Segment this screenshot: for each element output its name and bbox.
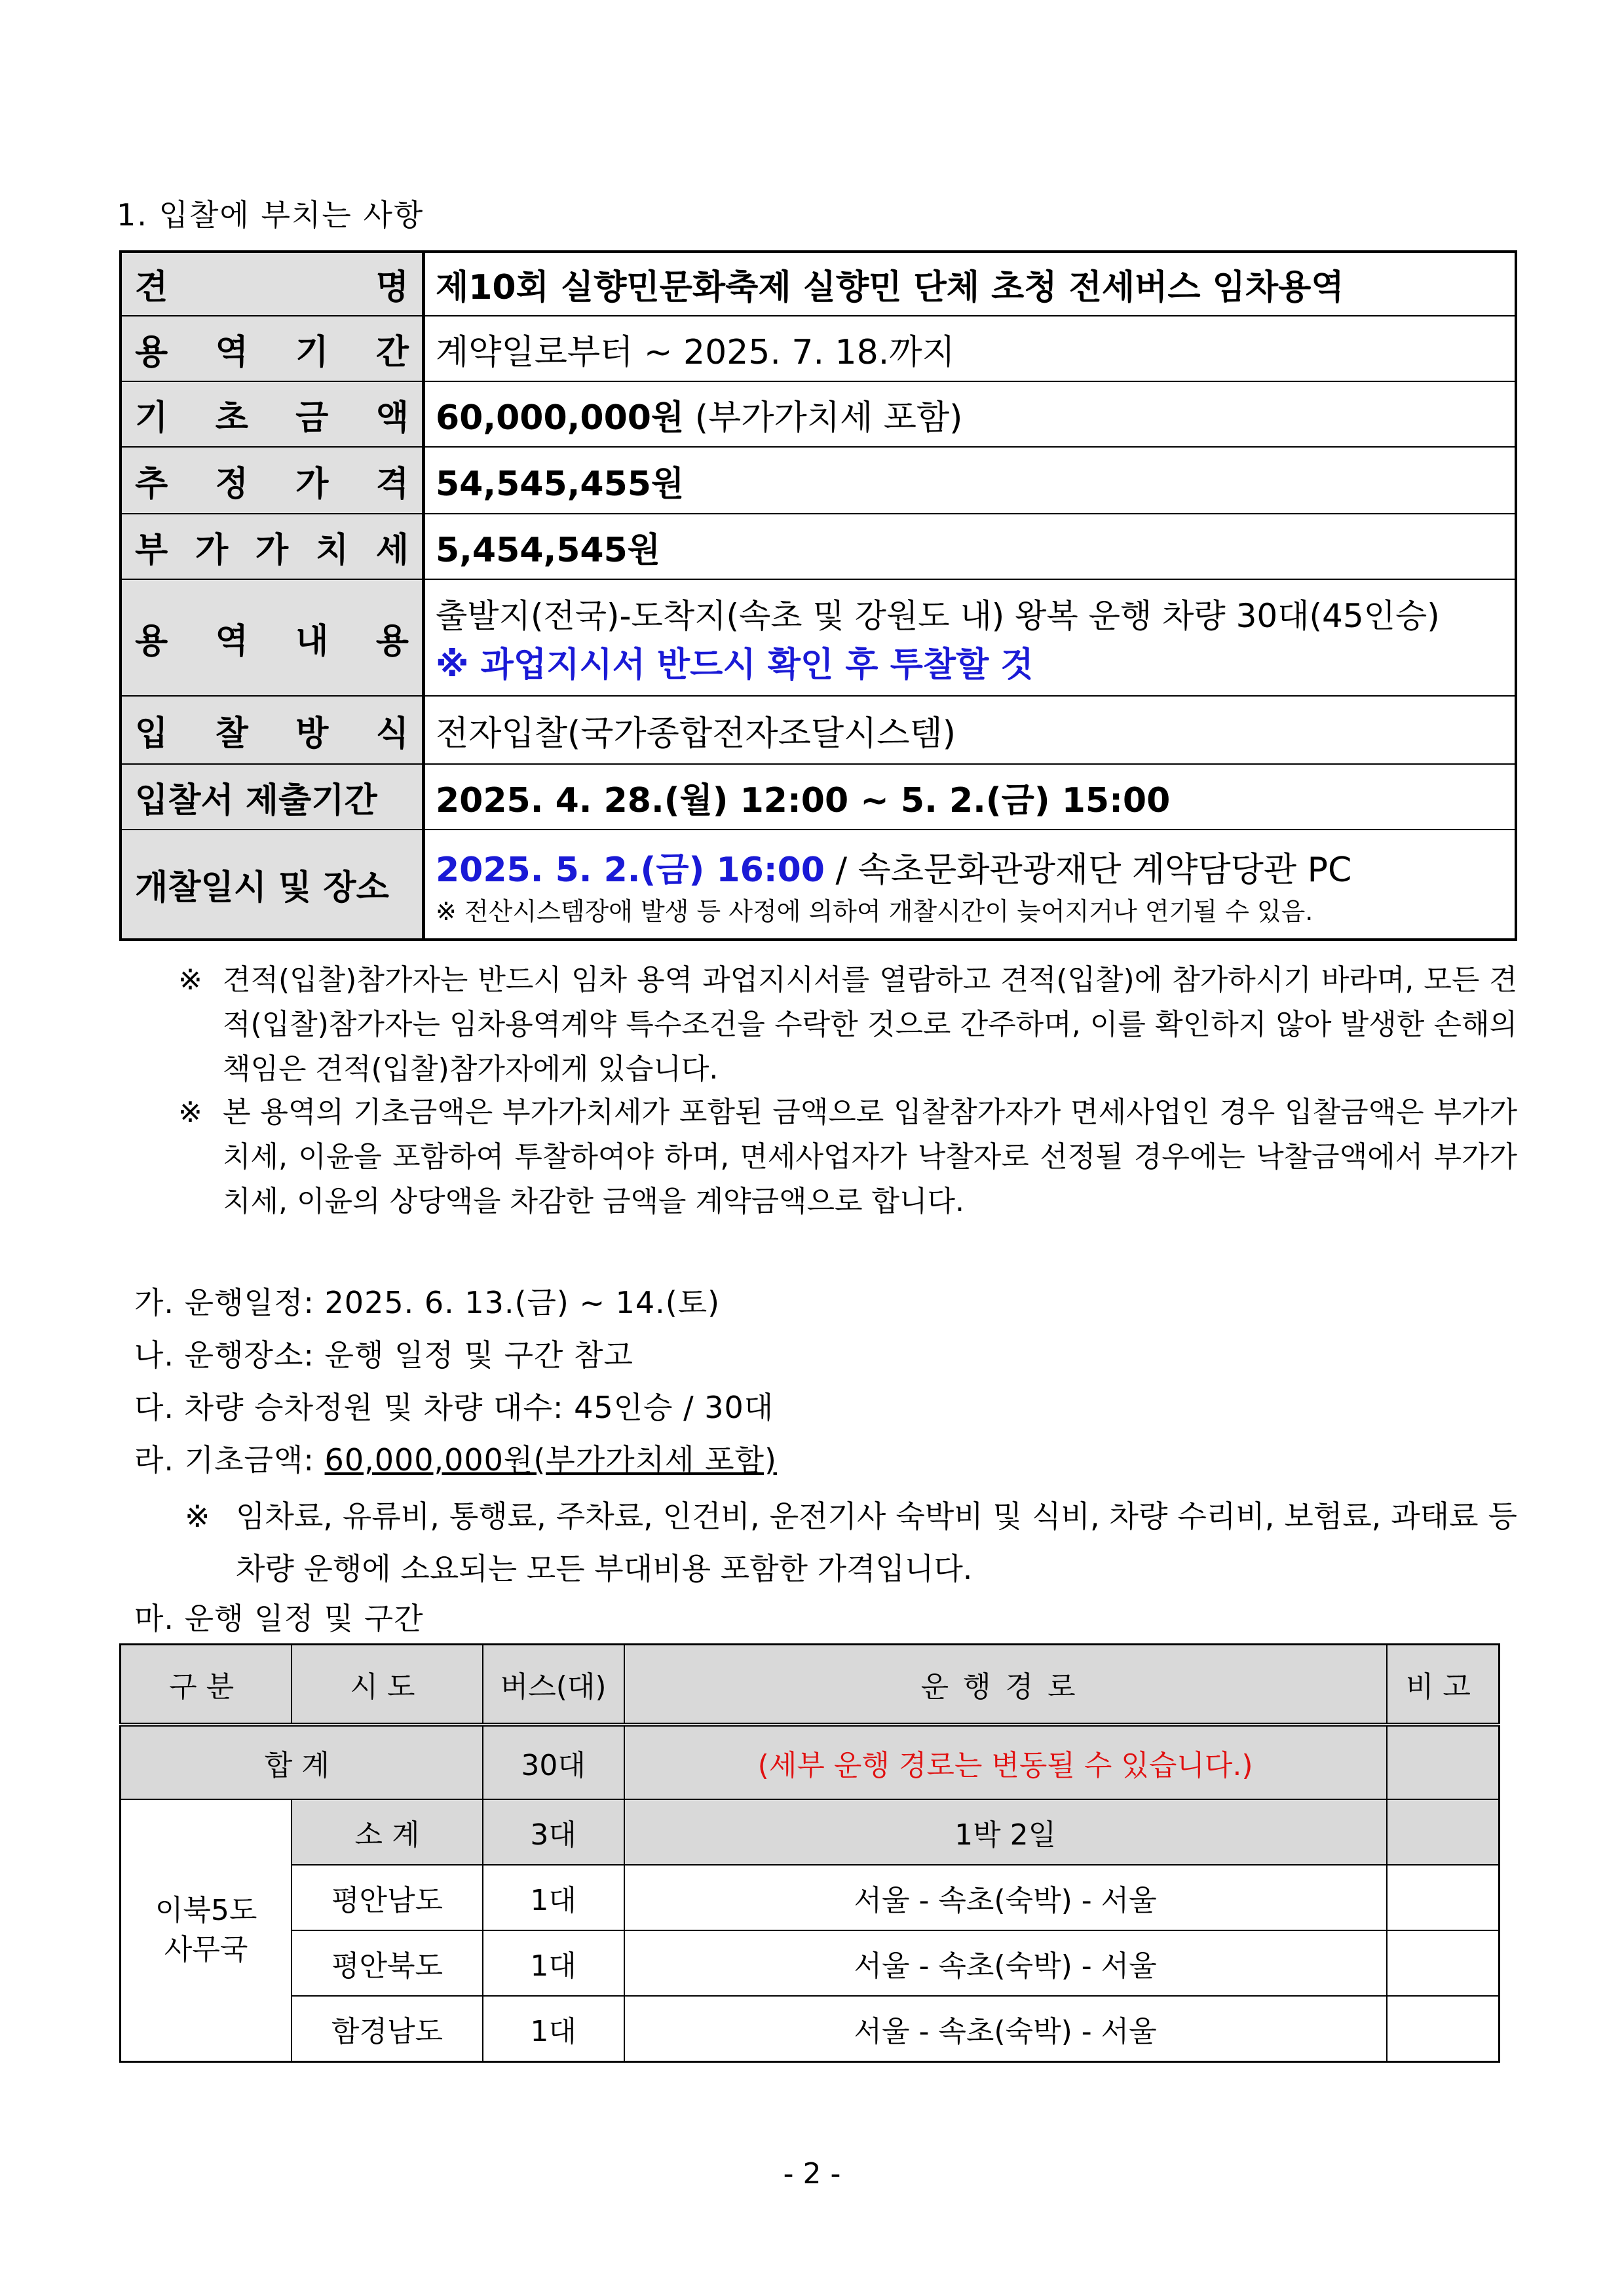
label-open: 개찰일시 및 장소 bbox=[121, 830, 424, 940]
row-buses: 1대 bbox=[483, 1930, 624, 1996]
row-region: 평안북도 bbox=[292, 1930, 483, 1996]
label-base: 기 초 금 액 bbox=[121, 381, 424, 447]
info-row-open bbox=[121, 830, 1516, 940]
label-method: 입 찰 방 식 bbox=[121, 696, 424, 764]
total-label: 합계 bbox=[121, 1725, 483, 1799]
total-buses: 30대 bbox=[483, 1725, 624, 1799]
total-note bbox=[1387, 1725, 1500, 1799]
row-region: 함경남도 bbox=[292, 1996, 483, 2062]
item-schedule: 가. 운행일정: 2025. 6. 13.(금) ~ 14.(토) bbox=[134, 1285, 721, 1320]
note-text: 견적(입찰)참가자는 반드시 임차 용역 과업지시서를 열람하고 견적(입찰)에 참가하시기 바라며, 모든 견적(입찰)참가자는 임차용역계약 특수조건을 수락한 것으로 간주하며, 이를 확인하지 않아 발생한 손해의 책임은 견적(입찰)참가자에게 있습니다. bbox=[223, 963, 1517, 1086]
info-row-title bbox=[121, 252, 1516, 316]
content-line-2: ※ 과업지시서 반드시 확인 후 투찰할 것 bbox=[436, 645, 1034, 685]
info-row-base bbox=[121, 381, 1516, 447]
info-row-content bbox=[121, 579, 1516, 696]
note-1 bbox=[178, 958, 1517, 1092]
schedule-header-row bbox=[121, 1645, 1500, 1725]
value-base: 60,000,000원 (부가가치세 포함) bbox=[424, 381, 1517, 447]
row-buses: 1대 bbox=[483, 1996, 624, 2062]
label-submit: 입찰서 제출기간 bbox=[121, 764, 424, 830]
group-label: 이북5도 사무국 bbox=[121, 1799, 292, 2062]
total-route: (세부 운행 경로는 변동될 수 있습니다.) bbox=[624, 1725, 1387, 1799]
label-title: 견 명 bbox=[121, 252, 424, 316]
value-content bbox=[424, 579, 1517, 696]
item-base-amount: 라. 기초금액: 60,000,000원(부가가치세 포함) bbox=[134, 1442, 777, 1478]
label-vat: 부 가 가 치 세 bbox=[121, 514, 424, 579]
bid-info-table bbox=[119, 250, 1517, 941]
row-note bbox=[1387, 1996, 1500, 2062]
item-capacity: 다. 차량 승차정원 및 차량 대수: 45인승 / 30대 bbox=[134, 1390, 774, 1425]
item-route-title: 마. 운행 일정 및 구간 bbox=[134, 1601, 424, 1636]
content-line-1: 출발지(전국)-도착지(속초 및 강원도 내) 왕복 운행 차량 30대(45인승) bbox=[436, 596, 1440, 635]
info-row-method bbox=[121, 696, 1516, 764]
label-period: 용 역 기 간 bbox=[121, 316, 424, 381]
info-row-estimate bbox=[121, 447, 1516, 514]
label-estimate: 추 정 가 격 bbox=[121, 447, 424, 514]
section-title: 1. 입찰에 부치는 사항 bbox=[117, 197, 425, 233]
subtotal-route: 1박 2일 bbox=[624, 1799, 1387, 1865]
table-row bbox=[121, 1996, 1500, 2062]
schedule-total-row bbox=[121, 1725, 1500, 1799]
row-buses: 1대 bbox=[483, 1865, 624, 1930]
value-submit: 2025. 4. 28.(월) 12:00 ~ 5. 2.(금) 15:00 bbox=[424, 764, 1517, 830]
note-mark: ※ bbox=[178, 1096, 202, 1129]
schedule-subtotal-row bbox=[121, 1799, 1500, 1865]
header-buses: 버스(대) bbox=[483, 1645, 624, 1725]
label-content: 용 역 내 용 bbox=[121, 579, 424, 696]
row-route: 서울 - 속초(숙박) - 서울 bbox=[624, 1996, 1387, 2062]
row-region: 평안남도 bbox=[292, 1865, 483, 1930]
header-region: 시도 bbox=[292, 1645, 483, 1725]
note-2 bbox=[178, 1090, 1517, 1224]
row-route: 서울 - 속초(숙박) - 서울 bbox=[624, 1865, 1387, 1930]
note-mark: ※ bbox=[178, 963, 202, 997]
value-open bbox=[424, 830, 1517, 940]
info-row-submit bbox=[121, 764, 1516, 830]
row-note bbox=[1387, 1865, 1500, 1930]
info-row-vat bbox=[121, 514, 1516, 579]
info-row-period bbox=[121, 316, 1516, 381]
item-place: 나. 운행장소: 운행 일정 및 구간 참고 bbox=[134, 1337, 633, 1373]
header-note: 비고 bbox=[1387, 1645, 1500, 1725]
row-route: 서울 - 속초(숙박) - 서울 bbox=[624, 1930, 1387, 1996]
subtotal-note bbox=[1387, 1799, 1500, 1865]
schedule-table bbox=[119, 1643, 1500, 2063]
open-place: / 속초문화관광재단 계약담당관 PC bbox=[824, 850, 1352, 890]
value-title: 제10회 실향민문화축제 실향민 단체 초청 전세버스 임차용역 bbox=[424, 252, 1517, 316]
value-method: 전자입찰(국가종합전자조달시스템) bbox=[424, 696, 1517, 764]
row-note bbox=[1387, 1930, 1500, 1996]
open-note: ※ 전산시스템장애 발생 등 사정에 의하여 개찰시간이 늦어지거나 연기될 수 있음. bbox=[436, 896, 1313, 926]
subtotal-label: 소 계 bbox=[292, 1799, 483, 1865]
header-route: 운행경로 bbox=[624, 1645, 1387, 1725]
value-estimate: 54,545,455원 bbox=[424, 447, 1517, 514]
value-vat: 5,454,545원 bbox=[424, 514, 1517, 579]
subtotal-buses: 3대 bbox=[483, 1799, 624, 1865]
table-row bbox=[121, 1865, 1500, 1930]
page-number: - 2 - bbox=[783, 2157, 841, 2191]
base-amount-value: 60,000,000원(부가가치세 포함) bbox=[324, 1442, 777, 1478]
header-category: 구분 bbox=[121, 1645, 292, 1725]
note-text: 본 용역의 기초금액은 부가가치세가 포함된 금액으로 입찰참가자가 면세사업인 경우 입찰금액은 부가가치세, 이윤을 포함하여 투찰하여야 하며, 면세사업자가 낙찰자로 선정될 경우에는 낙찰금액에서 부가가치세, 이윤의 상당액을 차감한 금액을 계약금액으로 합니다. bbox=[223, 1096, 1518, 1218]
value-period: 계약일로부터 ~ 2025. 7. 18.까지 bbox=[424, 316, 1517, 381]
table-row bbox=[121, 1930, 1500, 1996]
item-base-note: ※ 임차료, 유류비, 통행료, 주차료, 인건비, 운전기사 숙박비 및 식비, 차량 수리비, 보험료, 과태료 등 차량 운행에 소요되는 모든 부대비용 포함한 가격입니다. bbox=[185, 1499, 1517, 1586]
open-datetime: 2025. 5. 2.(금) 16:00 bbox=[436, 850, 825, 890]
